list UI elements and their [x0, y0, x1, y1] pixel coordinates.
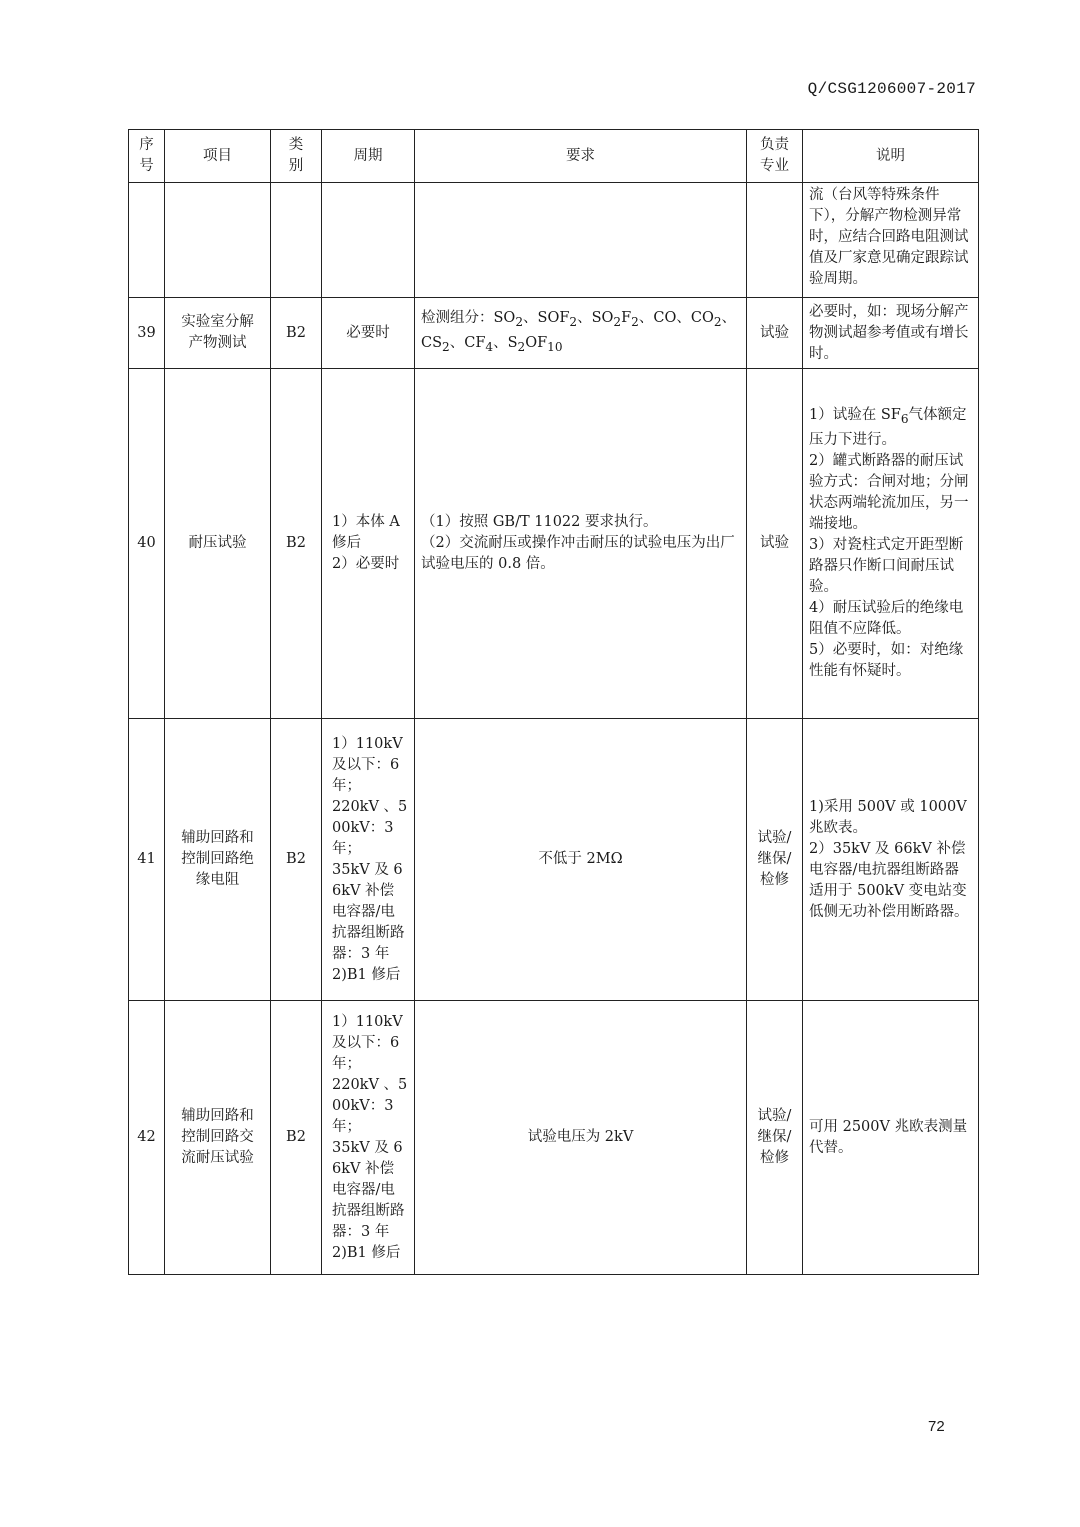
cell-note: 流（台风等特殊条件下），分解产物检测异常时，应结合回路电阻测试值及厂家意见确定跟踪试验周期。: [803, 183, 979, 298]
header-note: 说明: [803, 130, 979, 183]
header-no: 序 号: [129, 130, 165, 183]
req-prefix: 检测组分：: [421, 310, 494, 327]
cell-period: 1）110kV 及以下：6 年； 220kV 、500kV：3 年； 35kV 及 66kV 补偿电容器/电抗器组断路器：3 年 2)B1 修后: [322, 1001, 415, 1275]
cell-note: 1)采用 500V 或 1000V 兆欧表。 2）35kV 及 66kV 补偿电容器/电抗器组断路器适用于 500kV 变电站变低侧无功补偿用断路器。: [803, 719, 979, 1001]
cell-no: 42: [129, 1001, 165, 1275]
cell-category: B2: [271, 719, 322, 1001]
formula-cs2: $CS_2$: [421, 335, 450, 354]
cell-empty: [271, 183, 322, 298]
cell-period: 1）110kV 及以下：6 年； 220kV 、500kV：3 年； 35kV 及 66kV 补偿电容器/电抗器组断路器：3 年 2)B1 修后: [322, 719, 415, 1001]
header-period: 周期: [322, 130, 415, 183]
formula-co2: $CO_2$: [690, 310, 722, 329]
table-header-row: [129, 130, 979, 183]
cell-item: 耐压试验: [165, 369, 271, 719]
cell-note: 1）试验在 $SF_6$气体额定压力下进行。 2）罐式断路器的耐压试验方式：合闸对地；分闸状态两端轮流加压，另一端接地。 3）对瓷柱式定开距型断路器只作断口间耐压试验。 4）耐压试验后的绝缘电阻值不应降低。 5）必要时，如：对绝缘性能有怀疑时。: [803, 369, 979, 719]
formula-cf4: $CF_4$: [464, 335, 494, 354]
header-category: 类 别: [271, 130, 322, 183]
cell-responsible: 试验/ 继保/ 检修: [747, 719, 803, 1001]
cell-period: 必要时: [322, 298, 415, 369]
formula-co: CO: [653, 310, 677, 327]
cell-requirement: 试验电压为 2kV: [415, 1001, 747, 1275]
table-row: [129, 1001, 979, 1275]
test-items-table: [128, 129, 979, 1275]
cell-responsible: 试验/ 继保/ 检修: [747, 1001, 803, 1275]
formula-so2f2: $SO_2F_2$: [591, 310, 639, 329]
header-item: 项目: [165, 130, 271, 183]
formula-so2: $SO_2$: [493, 310, 524, 329]
cell-responsible: 试验: [747, 369, 803, 719]
cell-period: 1）本体 A 修后 2）必要时: [322, 369, 415, 719]
formula-sof2: $SOF_2$: [537, 310, 578, 329]
header-requirement: 要求: [415, 130, 747, 183]
cell-note: 可用 2500V 兆欧表测量代替。: [803, 1001, 979, 1275]
cell-category: B2: [271, 369, 322, 719]
cell-note: 必要时，如：现场分解产物测试超参考值或有增长时。: [803, 298, 979, 369]
cell-item: 实验室分解 产物测试: [165, 298, 271, 369]
table-row: [129, 369, 979, 719]
document-code: Q/CSG1206007-2017: [807, 80, 976, 98]
cell-responsible: 试验: [747, 298, 803, 369]
cell-category: B2: [271, 298, 322, 369]
cell-empty: [165, 183, 271, 298]
cell-no: 40: [129, 369, 165, 719]
cell-empty: [747, 183, 803, 298]
cell-empty: [129, 183, 165, 298]
cell-category: B2: [271, 1001, 322, 1275]
cell-item: 辅助回路和 控制回路绝 缘电阻: [165, 719, 271, 1001]
cell-no: 39: [129, 298, 165, 369]
cell-requirement: 检测组分：$SO_2$、$SOF_2$、$SO_2F_2$、CO、$CO_2$、$CS_2$、$CF_4$、$S_2OF_{10}$: [415, 298, 747, 369]
cell-item: 辅助回路和 控制回路交 流耐压试验: [165, 1001, 271, 1275]
cell-requirement: 不低于 2MΩ: [415, 719, 747, 1001]
cell-empty: [415, 183, 747, 298]
table-row: [129, 719, 979, 1001]
formula-s2of10: $S_2OF_{10}$: [507, 335, 563, 354]
cell-no: 41: [129, 719, 165, 1001]
cell-requirement: （1）按照 GB/T 11022 要求执行。 （2）交流耐压或操作冲击耐压的试验电压为出厂试验电压的 0.8 倍。: [415, 369, 747, 719]
table-row-continued: [129, 183, 979, 298]
page-number: 72: [928, 1418, 945, 1435]
table-row: [129, 298, 979, 369]
header-responsible: 负责 专业: [747, 130, 803, 183]
cell-empty: [322, 183, 415, 298]
